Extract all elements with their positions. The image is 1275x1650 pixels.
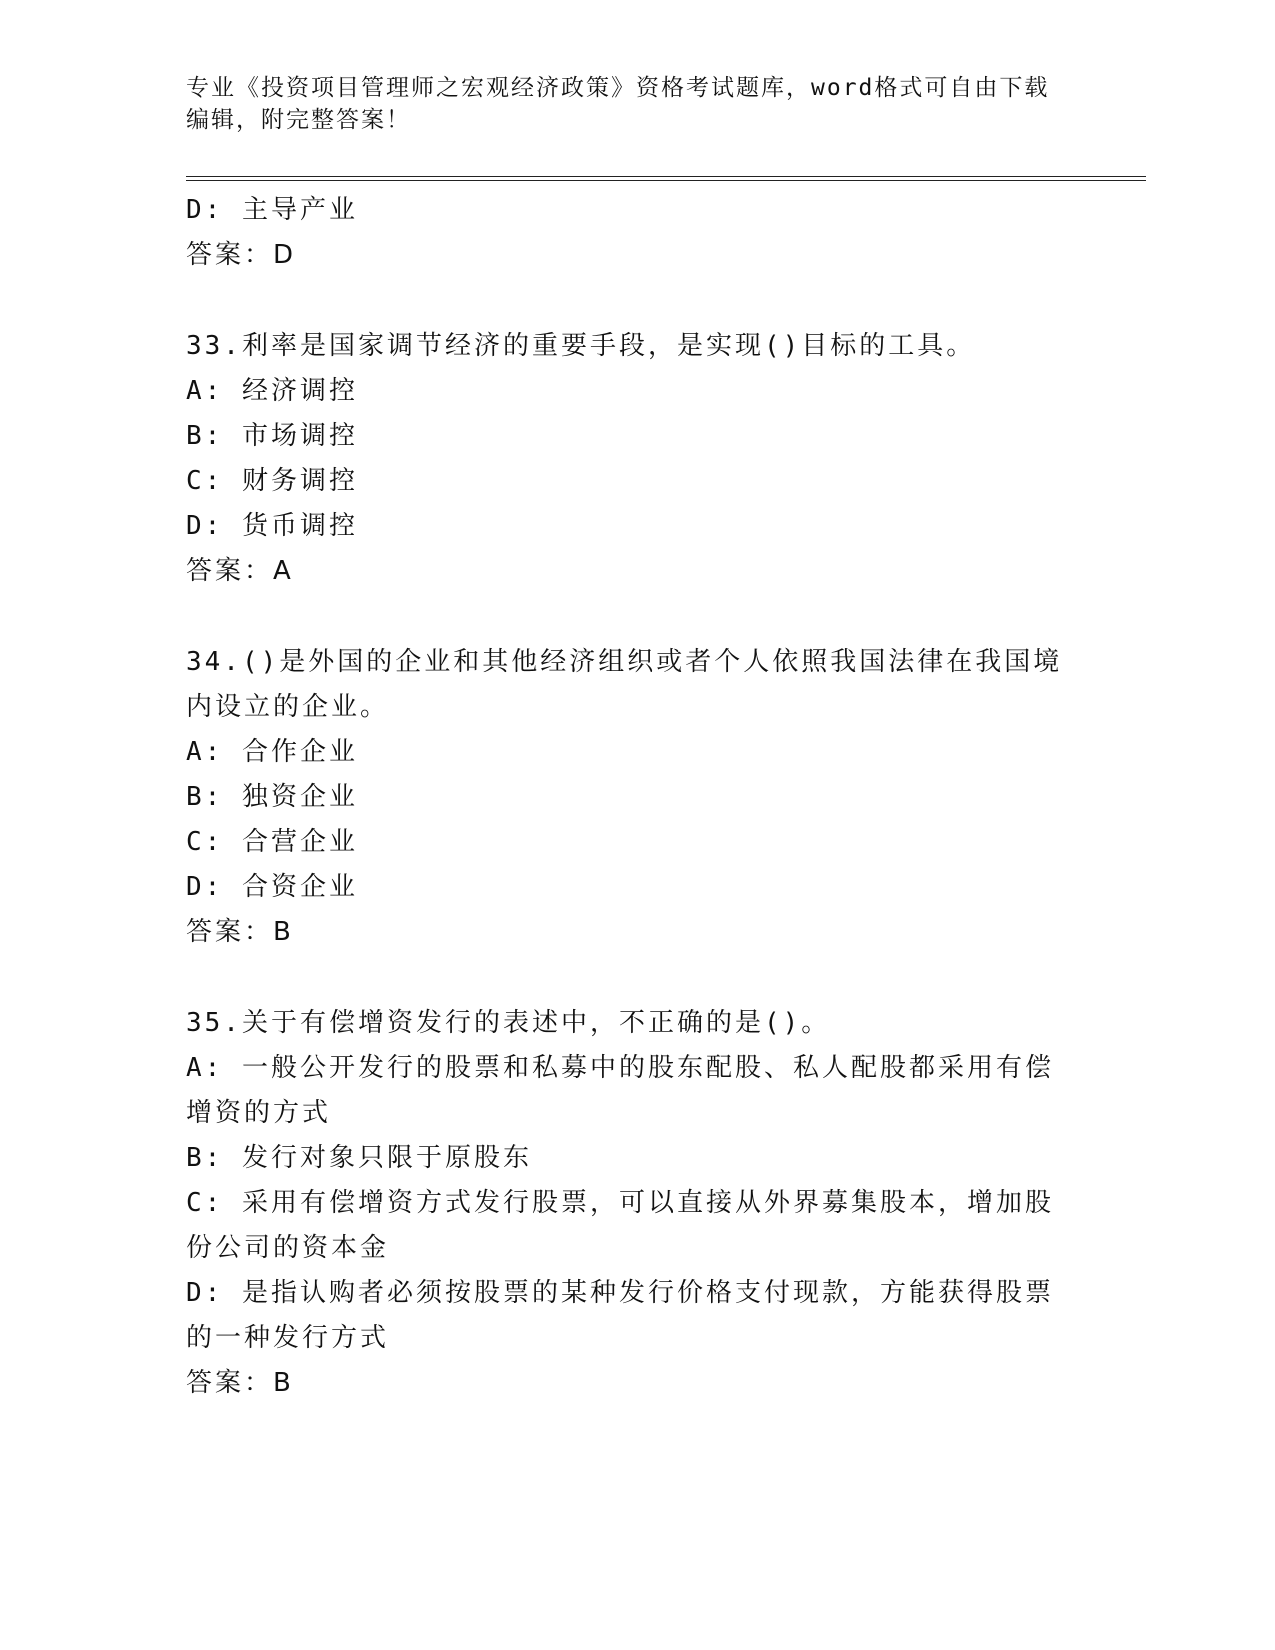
answer-label: 答案：A	[186, 556, 294, 586]
question-list	[186, 188, 1066, 1406]
prev-question-tail	[186, 188, 1066, 278]
option-c: C: 财务调控	[186, 466, 358, 496]
option-d: D: 货币调控	[186, 511, 358, 541]
question-stem: 34.()是外国的企业和其他经济组织或者个人依照我国法律在我国境内设立的企业。	[186, 647, 1063, 722]
header-divider	[186, 176, 1146, 181]
spacer	[186, 278, 1066, 324]
question-stem: 35.关于有偿增资发行的表述中，不正确的是()。	[186, 1008, 831, 1038]
spacer	[186, 594, 1066, 640]
answer-label: 答案：D	[186, 240, 297, 270]
question-stem: 33.利率是国家调节经济的重要手段，是实现()目标的工具。	[186, 331, 976, 361]
spacer	[186, 955, 1066, 1001]
question-35	[186, 1001, 1066, 1406]
document-header-note: 专业《投资项目管理师之宏观经济政策》资格考试题库，word格式可自由下载编辑，附完整答案！	[186, 75, 1050, 133]
answer-label: 答案：B	[186, 917, 294, 947]
option-a: A: 经济调控	[186, 376, 358, 406]
option-b: B: 市场调控	[186, 421, 358, 451]
option-d: D: 主导产业	[186, 195, 358, 225]
option-c: C: 采用有偿增资方式发行股票，可以直接从外界募集股本，增加股份公司的资本金	[186, 1188, 1054, 1263]
option-a: A: 合作企业	[186, 737, 358, 767]
answer-label: 答案：B	[186, 1368, 294, 1398]
question-33	[186, 324, 1066, 594]
option-a: A: 一般公开发行的股票和私募中的股东配股、私人配股都采用有偿增资的方式	[186, 1053, 1054, 1128]
option-d: D: 是指认购者必须按股票的某种发行价格支付现款，方能获得股票的一种发行方式	[186, 1278, 1054, 1353]
option-b: B: 发行对象只限于原股东	[186, 1143, 532, 1173]
option-b: B: 独资企业	[186, 782, 358, 812]
option-c: C: 合营企业	[186, 827, 358, 857]
option-d: D: 合资企业	[186, 872, 358, 902]
question-34	[186, 640, 1066, 955]
